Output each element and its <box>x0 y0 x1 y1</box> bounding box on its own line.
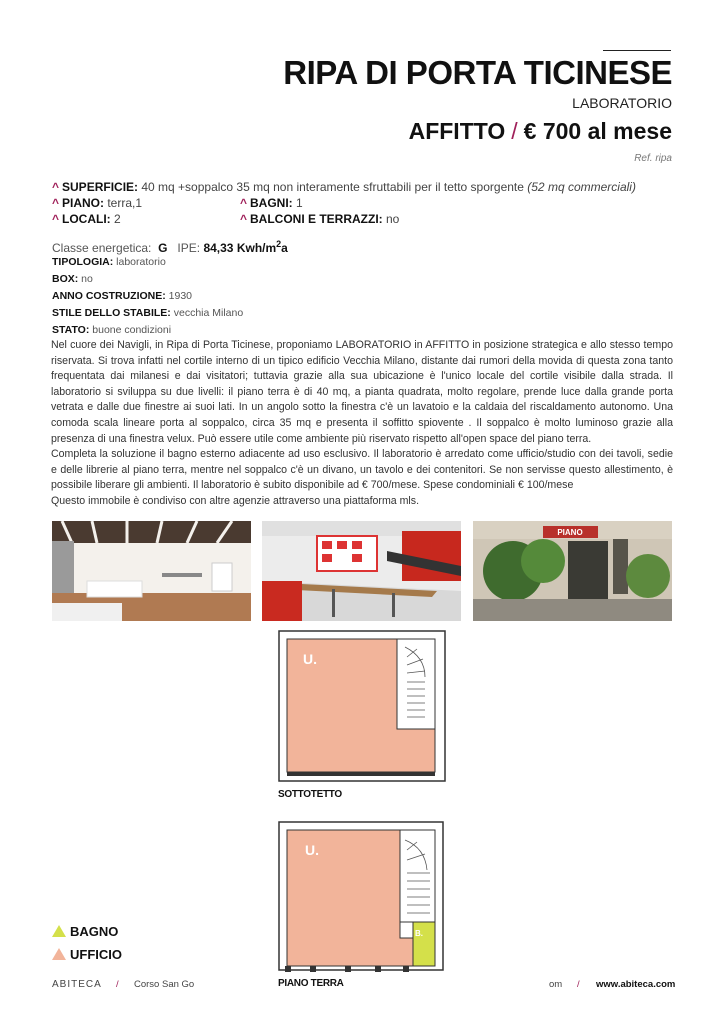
page-title: RIPA DI PORTA TICINESE <box>283 54 672 91</box>
feature-superficie: ^ SUPERFICIE: 40 mq +soppalco 35 mq non interamente sfruttabili per il tetto sporgente (52 mq commerciali) <box>52 180 636 194</box>
footer-address: Corso San Go <box>134 979 195 990</box>
plan-label-sottotetto: SOTTOTETTO <box>278 789 342 800</box>
caret-icon: ^ <box>240 212 248 226</box>
description-paragraph: Nel cuore dei Navigli, in Ripa di Porta Ticinese, proponiamo LABORATORIO in AFFITTO in posizione strategica e allo stesso tempo riservata. Si trova infatti nel cortile interno di un tipico edificio Vecchia Milano, distante dai rumori della movida di questa zona tanto frequentata dai milanesi e dai visitatori; tuttavia grazie alla sua ubicazione è l'unico locale del cortile visibile dalla strada. Il laboratorio si sviluppa su due livelli: il piano terra è di 40 mq, a pianta quadrata, molto regolare, prende luce dalla grande porta vetrata e dalle due finestre ai suoi lati. In un angolo sotto la finestra c'è un lavatoio e la caldaia del riscaldamento autonomo. Una comoda scala lineare porta al soppalco, circa 35 mq e presenta il soffitto spiovente . Il soppalco è molto luminoso grazie alla presenza di una finestra velux. Può essere utile come ambiente più riservato rispetto all'open space del piano terra. <box>51 339 673 445</box>
plan-label-piano-terra: PIANO TERRA <box>278 978 344 989</box>
property-type: LABORATORIO <box>572 95 672 111</box>
photo-loft <box>52 521 251 621</box>
price-slash: / <box>511 118 518 144</box>
triangle-icon <box>52 925 66 937</box>
shop-sign-text: PIANO <box>557 528 583 537</box>
caret-icon: ^ <box>52 212 60 226</box>
caret-icon: ^ <box>52 180 60 194</box>
legend-ufficio: UFFICIO <box>52 947 122 962</box>
description-paragraph: Questo immobile è condiviso con altre agenzie attraverso una piattaforma mls. <box>51 494 420 507</box>
room-ufficio-upper: U. <box>303 651 317 667</box>
feature-balconi: ^ BALCONI E TERRAZZI: no <box>240 212 400 226</box>
photo-courtyard <box>473 521 672 621</box>
feature-bagni: ^ BAGNI: 1 <box>240 196 303 210</box>
detail-tipologia: TIPOLOGIA: laboratorio <box>52 256 166 268</box>
description <box>51 338 673 510</box>
room-ufficio-lower: U. <box>305 842 319 858</box>
legend-bagno: BAGNO <box>52 924 118 939</box>
detail-stile: STILE DELLO STABILE: vecchia Milano <box>52 307 244 319</box>
caret-icon: ^ <box>240 196 248 210</box>
feature-piano: ^ PIANO: terra,1 <box>52 196 143 210</box>
header-rule <box>603 50 671 51</box>
description-paragraph: Completa la soluzione il bagno esterno adiacente ad uso esclusivo. Il laboratorio è arredato come ufficio/studio con dei tavoli, sedie e delle librerie al piano terra, mentre nel soppalco c'è un divano, un tavolo e dei contenitori. Se non servisse questo allestimento, è possibile liberare gli ambienti. Il laboratorio è subito disponibile ad € 700/mese. Spese condominiali € 100/mese <box>51 448 673 492</box>
detail-box: BOX: no <box>52 273 93 285</box>
footer-website-link[interactable]: www.abiteca.com <box>596 979 676 990</box>
footer-slash: / <box>116 979 119 990</box>
reference-code: Ref. ripa <box>634 153 672 164</box>
energy-class: Classe energetica: G IPE: 84,33 Kwh/$m^2a$ <box>52 239 288 255</box>
detail-stato: STATO: buone condizioni <box>52 324 172 336</box>
room-bagno-lower: B. <box>415 929 423 938</box>
price-line <box>409 118 672 145</box>
photo-office <box>262 521 461 621</box>
feature-locali: ^ LOCALI: 2 <box>52 212 121 226</box>
floorplan-piano-terra <box>275 818 450 979</box>
detail-anno: ANNO COSTRUZIONE: 1930 <box>52 290 193 302</box>
triangle-icon <box>52 948 66 960</box>
footer-slash-2: / <box>577 979 580 990</box>
price-value: € 700 al mese <box>523 118 672 144</box>
floorplan-sottotetto <box>275 627 450 790</box>
footer-partial-text: om <box>549 979 563 990</box>
caret-icon: ^ <box>52 196 60 210</box>
footer-brand-logo: ABITECA <box>52 979 102 990</box>
price-type: AFFITTO <box>408 118 506 144</box>
